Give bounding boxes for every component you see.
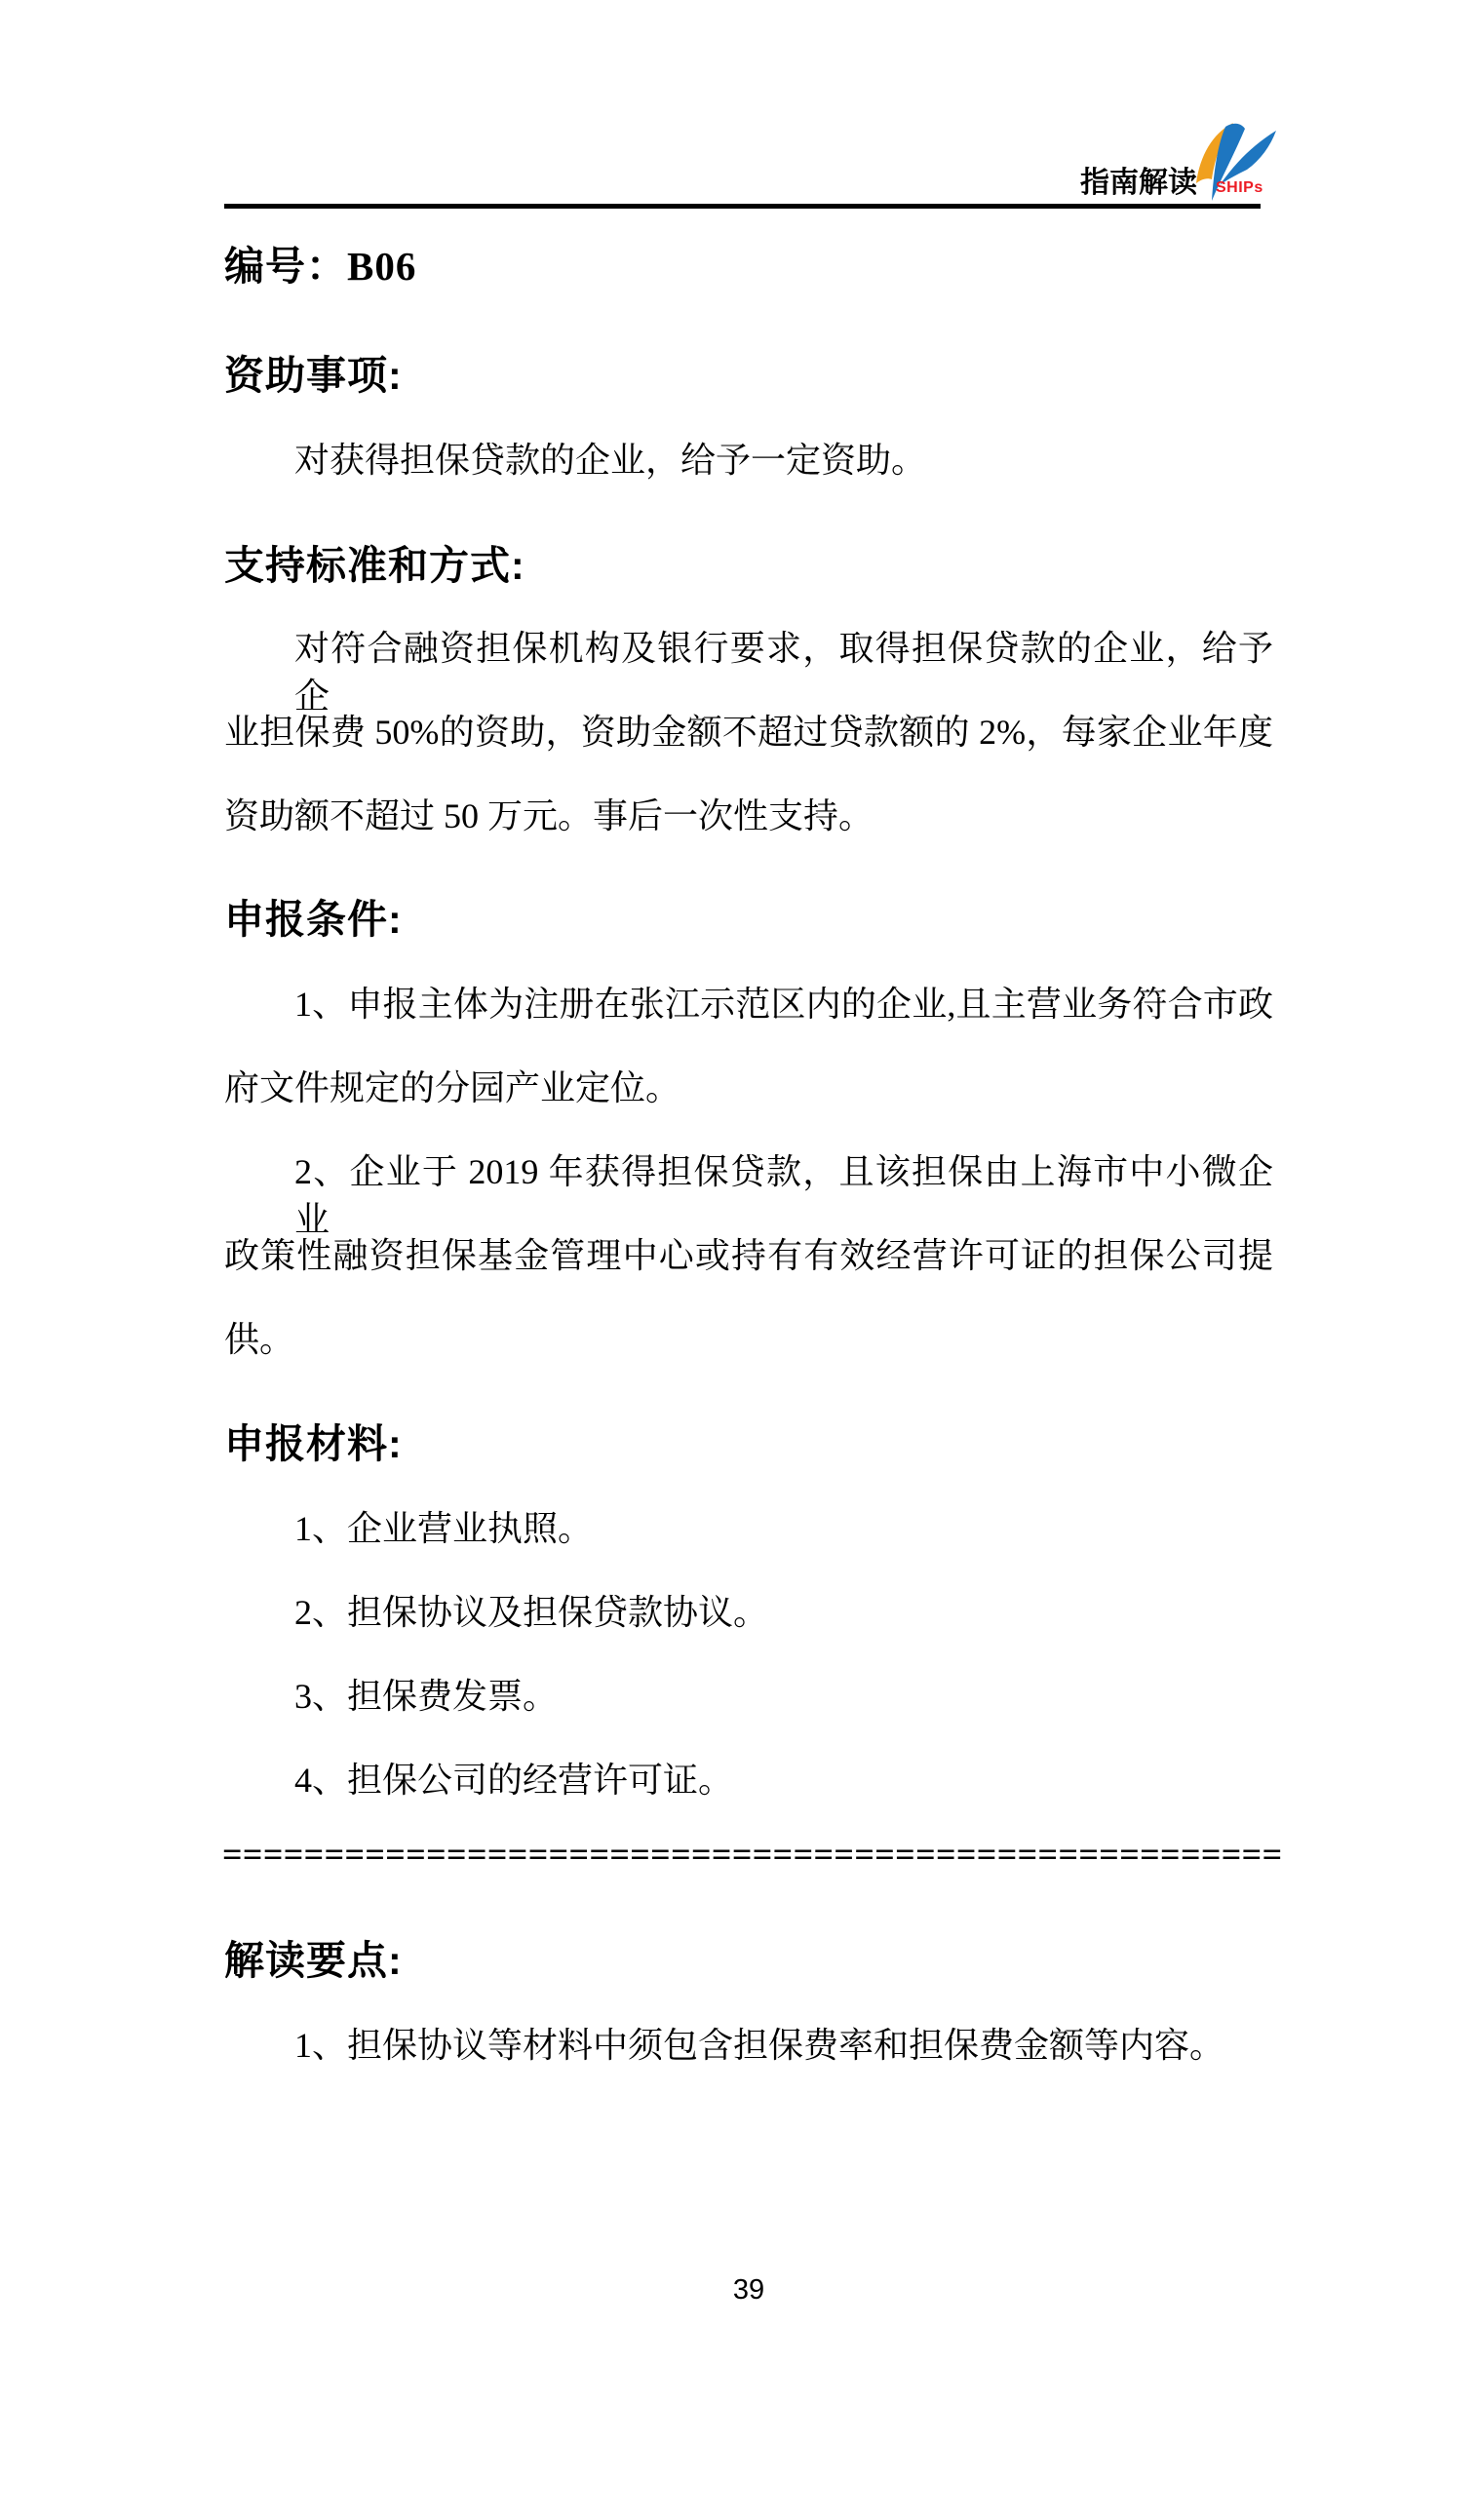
page-number: 39 xyxy=(732,2274,765,2306)
brand-text: 指南解读 xyxy=(1080,167,1197,199)
paragraph-line: 1、申报主体为注册在张江示范区内的企业,且主营业务符合市政 xyxy=(294,985,1273,1024)
section-title-application-materials: 申报材料: xyxy=(224,1421,403,1466)
section-title-support-standard: 支持标准和方式: xyxy=(224,543,525,588)
paragraph-line: 2、企业于 2019 年获得担保贷款，且该担保由上海市中小微企业 xyxy=(294,1152,1273,1239)
paragraph-line: 对符合融资担保机构及银行要求，取得担保贷款的企业，给予企 xyxy=(294,629,1273,716)
section-title-interpretation-points: 解读要点: xyxy=(224,1938,403,1983)
paragraph-line: 府文件规定的分园产业定位。 xyxy=(224,1068,681,1107)
separator-line: ==================================================== xyxy=(222,1835,1283,1874)
section-title-application-conditions: 申报条件: xyxy=(224,897,403,942)
list-item: 4、担保公司的经营许可证。 xyxy=(294,1761,734,1800)
list-item: 2、担保协议及担保贷款协议。 xyxy=(294,1593,769,1632)
doc-code xyxy=(224,244,416,290)
paragraph-line: 1、担保协议等材料中须包含担保费率和担保费金额等内容。 xyxy=(294,2026,1225,2065)
paragraph-line: 政策性融资担保基金管理中心或持有有效经营许可证的担保公司提 xyxy=(224,1236,1273,1275)
section-title-subsidy-item: 资助事项: xyxy=(224,353,403,398)
paragraph-line: 资助额不超过 50 万元。事后一次性支持。 xyxy=(224,796,874,835)
paragraph-line: 对获得担保贷款的企业，给予一定资助。 xyxy=(294,441,927,480)
list-item: 3、担保费发票。 xyxy=(294,1677,559,1716)
doc-code-value: B06 xyxy=(347,244,417,289)
list-item: 1、企业营业执照。 xyxy=(294,1509,594,1548)
paragraph-line: 供。 xyxy=(224,1320,295,1359)
paragraph-line: 业担保费 50%的资助，资助金额不超过贷款额的 2%，每家企业年度 xyxy=(224,713,1273,752)
doc-code-label: 编号： xyxy=(224,244,347,289)
header-rule xyxy=(224,204,1261,209)
brand-subtext: SHIPs xyxy=(1216,179,1263,196)
